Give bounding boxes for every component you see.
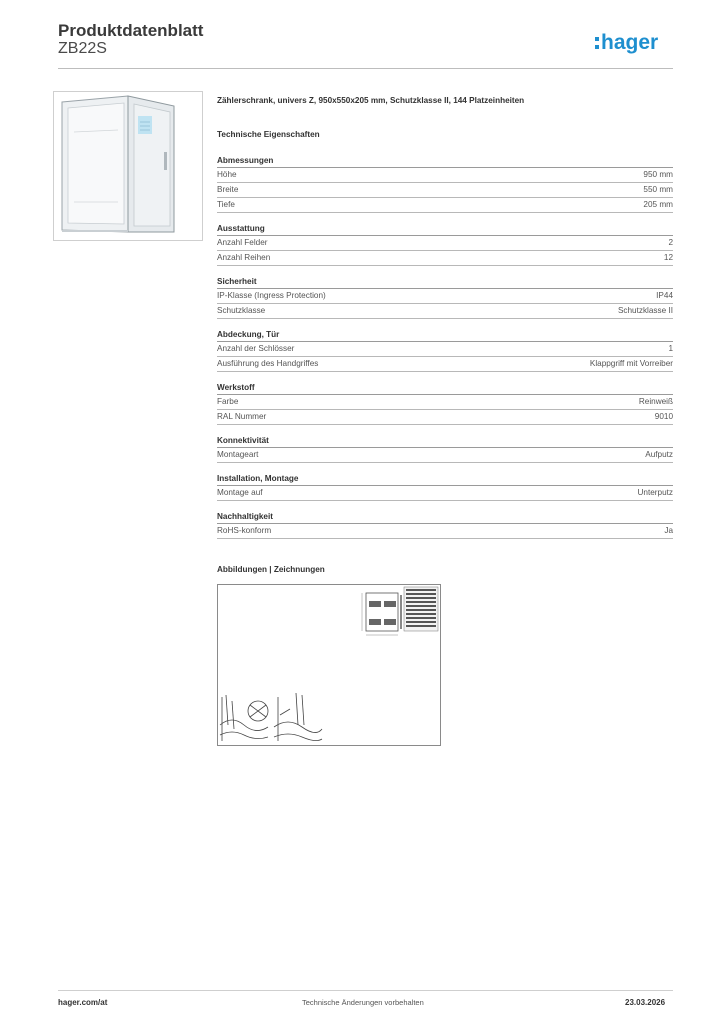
spec-row — [217, 342, 673, 357]
spec-value: Reinweiß — [638, 397, 673, 406]
product-code: ZB22S — [58, 40, 107, 57]
logo-wordmark: hager — [601, 31, 659, 54]
spec-value: 9010 — [654, 412, 673, 421]
spec-row — [217, 168, 673, 183]
spec-row — [217, 395, 673, 410]
spec-label: Anzahl Reihen — [217, 253, 271, 262]
spec-label: RAL Nummer — [217, 412, 267, 421]
spec-row — [217, 486, 673, 501]
section-title: Installation, Montage — [217, 473, 673, 486]
hager-logo — [594, 26, 676, 56]
spec-value: Aufputz — [645, 450, 673, 459]
page-title: Produktdatenblatt — [58, 21, 204, 40]
section-title: Abmessungen — [217, 155, 673, 168]
spec-row — [217, 251, 673, 266]
product-description: Zählerschrank, univers Z, 950x550x205 mm, Schutzklasse II, 144 Platzeinheiten — [217, 96, 525, 105]
section-ausstattung — [217, 223, 673, 266]
footer-website: hager.com/at — [58, 998, 108, 1007]
footer-divider — [58, 990, 673, 991]
spec-value: 2 — [668, 238, 673, 247]
spec-label: Anzahl der Schlösser — [217, 344, 295, 353]
section-abmessungen — [217, 155, 673, 213]
spec-row — [217, 410, 673, 425]
section-installation-montage — [217, 473, 673, 501]
spec-value: Klappgriff mit Vorreiber — [589, 359, 673, 368]
spec-label: Ausführung des Handgriffes — [217, 359, 319, 368]
section-title: Sicherheit — [217, 276, 673, 289]
spec-row — [217, 524, 673, 539]
section-title: Nachhaltigkeit — [217, 511, 673, 524]
spec-value: 1 — [668, 344, 673, 353]
spec-value: 550 mm — [643, 185, 673, 194]
spec-value: Ja — [664, 526, 673, 535]
spec-label: Schutzklasse — [217, 306, 266, 315]
spec-label: Tiefe — [217, 200, 235, 209]
spec-label: Höhe — [217, 170, 237, 179]
spec-row — [217, 183, 673, 198]
dimension-drawing — [362, 593, 402, 635]
section-abdeckung-tuer — [217, 329, 673, 372]
spec-value: 950 mm — [643, 170, 673, 179]
cabinet-image — [53, 91, 203, 241]
spec-row — [217, 236, 673, 251]
section-title: Ausstattung — [217, 223, 673, 236]
spec-row — [217, 198, 673, 213]
spec-value: 12 — [663, 253, 673, 262]
spec-label: Anzahl Felder — [217, 238, 268, 247]
logo-dot-top — [595, 37, 599, 41]
spec-value: Unterputz — [637, 488, 673, 497]
spec-label: Breite — [217, 185, 239, 194]
spec-row — [217, 289, 673, 304]
section-nachhaltigkeit — [217, 511, 673, 539]
images-heading: Abbildungen | Zeichnungen — [217, 565, 325, 574]
wiring-table — [404, 587, 438, 631]
footer-date: 23.03.2026 — [625, 998, 666, 1007]
spec-value: IP44 — [656, 291, 673, 300]
section-werkstoff — [217, 382, 673, 425]
footer-disclaimer: Technische Änderungen vorbehalten — [302, 998, 424, 1007]
spec-label: Montageart — [217, 450, 259, 459]
installation-sketch-left — [220, 695, 268, 741]
spec-value: Schutzklasse II — [617, 306, 673, 315]
header-divider — [58, 68, 673, 69]
section-title: Abdeckung, Tür — [217, 329, 673, 342]
spec-label: Montage auf — [217, 488, 263, 497]
spec-sections — [217, 155, 673, 549]
spec-label: RoHS-konform — [217, 526, 272, 535]
spec-label: IP-Klasse (Ingress Protection) — [217, 291, 326, 300]
section-konnektivitaet — [217, 435, 673, 463]
tech-heading: Technische Eigenschaften — [217, 130, 320, 139]
section-sicherheit — [217, 276, 673, 319]
spec-row — [217, 448, 673, 463]
installation-sketch-right — [274, 693, 322, 741]
spec-label: Farbe — [217, 397, 239, 406]
spec-row — [217, 357, 673, 372]
logo-dot-bottom — [595, 45, 599, 49]
drawings-panel — [217, 584, 441, 746]
spec-value: 205 mm — [643, 200, 673, 209]
spec-row — [217, 304, 673, 319]
section-title: Konnektivität — [217, 435, 673, 448]
section-title: Werkstoff — [217, 382, 673, 395]
